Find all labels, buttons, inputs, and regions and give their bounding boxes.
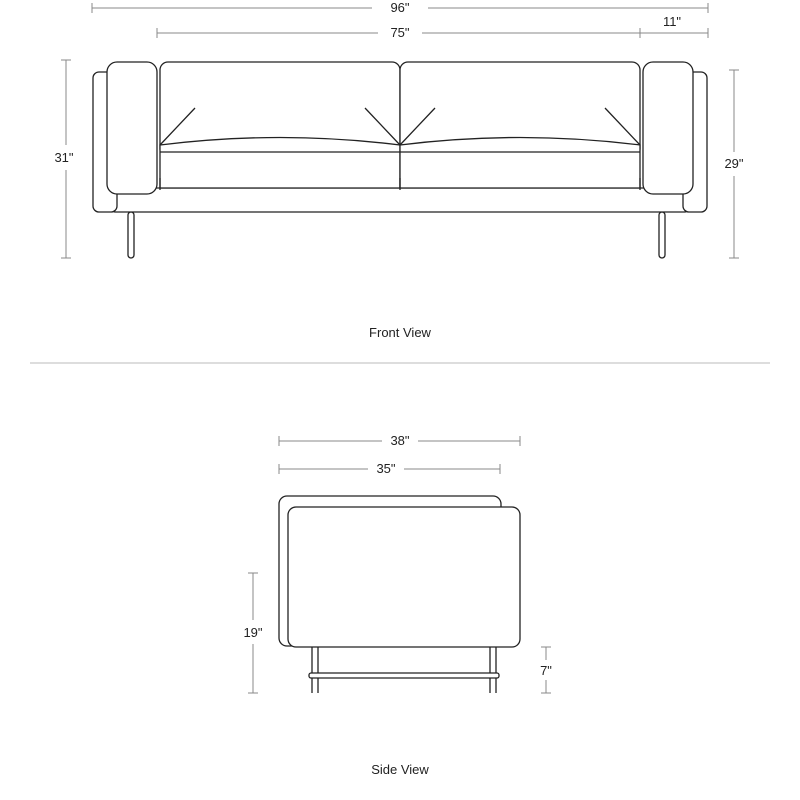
overall-height-dimension (54, 60, 73, 258)
side-arm (288, 507, 520, 647)
arm-height-dimension (724, 70, 743, 258)
overall-width-dimension (92, 0, 708, 15)
front-view (54, 0, 743, 340)
sofa-base (110, 188, 690, 212)
leg-stretcher (309, 673, 499, 678)
arm-width-dimension (640, 14, 708, 38)
overall-width-label: 96" (390, 0, 410, 15)
inner-width-dimension (157, 25, 640, 40)
sofa-side-drawing (279, 496, 520, 693)
left-leg (128, 212, 134, 258)
left-arm-cushion (107, 62, 157, 194)
side-view (243, 433, 552, 777)
seat-height-label: 19" (243, 625, 263, 640)
arm-height-label: 29" (724, 156, 744, 171)
right-leg (659, 212, 665, 258)
overall-depth-dimension (279, 433, 520, 448)
leg-height-dimension (540, 647, 552, 693)
overall-height-label: 31" (54, 150, 74, 165)
left-seat-cushion (160, 138, 400, 189)
sofa-front-drawing (93, 62, 707, 258)
overall-depth-label: 38" (390, 433, 410, 448)
seat-depth-dimension (279, 461, 500, 476)
leg-height-label: 7" (540, 663, 552, 678)
seat-height-dimension (243, 573, 262, 693)
inner-width-label: 75" (390, 25, 410, 40)
right-seat-cushion (400, 138, 640, 189)
front-view-caption: Front View (369, 325, 431, 340)
seat-depth-label: 35" (376, 461, 396, 476)
right-arm-cushion (643, 62, 693, 194)
arm-width-label: 11" (662, 14, 682, 29)
side-view-caption: Side View (371, 762, 429, 777)
